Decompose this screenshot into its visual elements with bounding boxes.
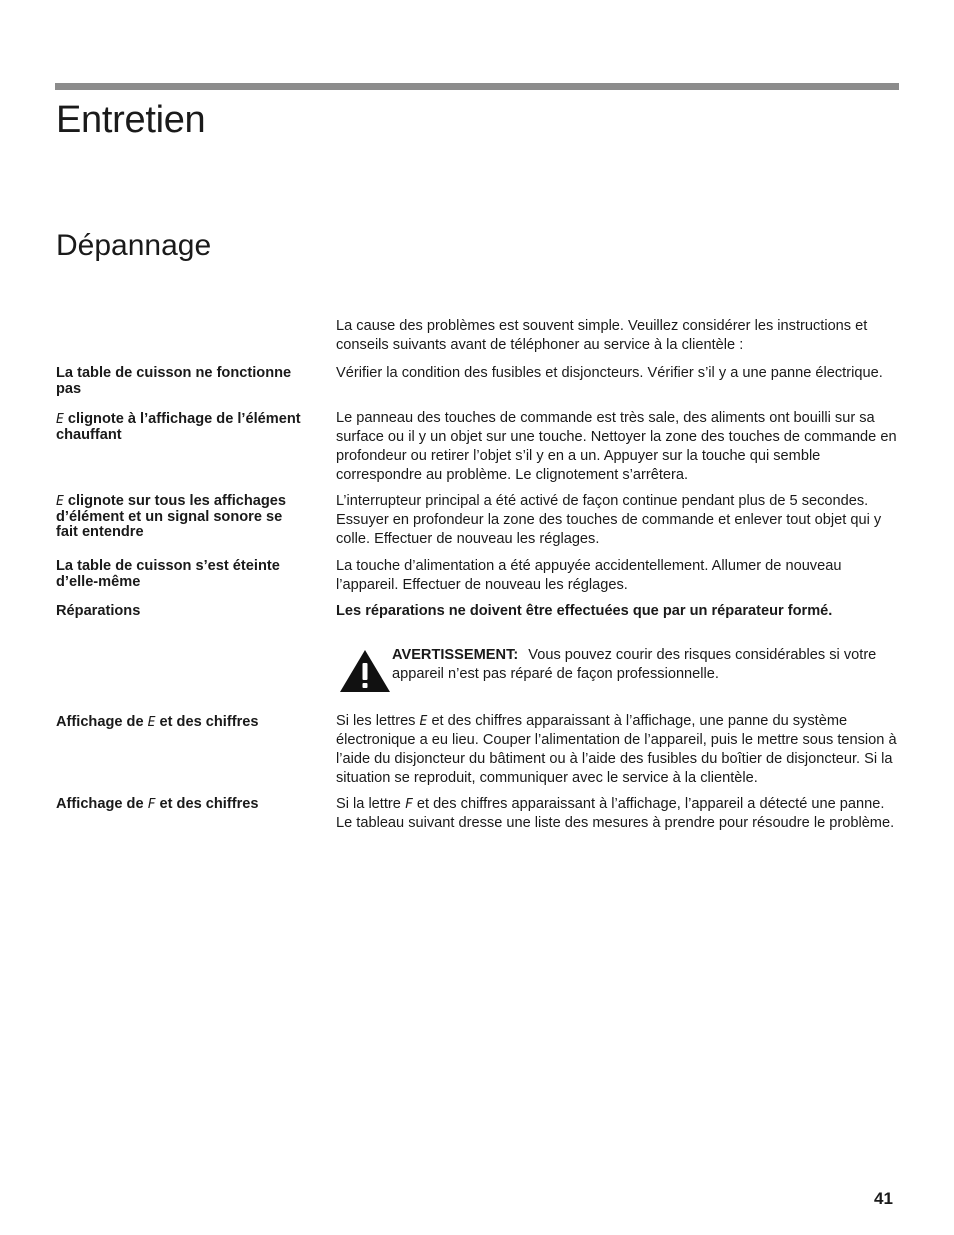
problem-label-text: et des chiffres bbox=[159, 796, 259, 812]
error-code-symbol: E bbox=[419, 714, 428, 729]
problem-label: Réparations bbox=[56, 603, 141, 619]
solution-text-part: et des chiffres apparaissant à l’affichage, l’appareil a détecté une panne. Le tableau suivant dresse une liste des mesures à prendre pour résoudre le problème. bbox=[336, 796, 895, 831]
page-number: 41 bbox=[874, 1189, 893, 1208]
error-code-symbol: E bbox=[56, 412, 64, 427]
problem-label-text: Affichage de bbox=[56, 714, 144, 730]
problem-label: La table de cuisson s’est éteinte d’elle-même bbox=[56, 558, 280, 590]
warning-triangle-icon bbox=[338, 648, 392, 694]
problem-label-text: Affichage de bbox=[56, 796, 144, 812]
problem-label-text: clignote à l’affichage de l’élément chauffant bbox=[56, 411, 301, 443]
problem-label-text: et des chiffres bbox=[159, 714, 259, 730]
intro-text: La cause des problèmes est souvent simple. Veuillez considérer les instructions et conseils suivants avant de téléphoner au service à la clientèle : bbox=[336, 318, 868, 353]
solution-text bbox=[336, 712, 898, 788]
problem-label bbox=[56, 715, 306, 731]
solution-text: Vérifier la condition des fusibles et disjoncteurs. Vérifier s’il y a une panne électrique. bbox=[336, 365, 883, 381]
solution-text: L’interrupteur principal a été activé de façon continue pendant plus de 5 secondes. Essuyer en profondeur la zone des touches de commande et enlever tout objet qui y colle. Effectuer de nouveau les réglages. bbox=[336, 493, 882, 547]
section-title: Dépannage bbox=[56, 229, 212, 262]
problem-label bbox=[56, 797, 306, 813]
solution-text: Le panneau des touches de commande est très sale, des aliments ont bouilli sur sa surface ou il y un objet sur une touche. Nettoyer la zone des touches de commande en profondeur ou retirer l’objet s’il y en a un. Appuyer sur la touche qui semble correspondre au problème. Le clignotement s’arrêtera. bbox=[336, 410, 897, 483]
error-code-symbol: E bbox=[56, 494, 64, 509]
warning-box bbox=[336, 646, 898, 696]
error-code-symbol: F bbox=[147, 797, 156, 812]
solution-text: Les réparations ne doivent être effectuées que par un réparateur formé. bbox=[336, 603, 833, 619]
solution-text-part: Si la lettre bbox=[336, 796, 401, 812]
warning-text bbox=[392, 646, 898, 684]
solution-text-part: Si les lettres bbox=[336, 713, 416, 729]
problem-label: La table de cuisson ne fonctionne pas bbox=[56, 365, 292, 397]
problem-label bbox=[56, 494, 306, 541]
solution-text bbox=[336, 795, 898, 833]
warning-label: AVERTISSEMENT: bbox=[392, 647, 519, 663]
solution-text: La touche d’alimentation a été appuyée accidentellement. Allumer de nouveau l’appareil. Effectuer de nouveau les réglages. bbox=[336, 558, 842, 593]
solution-text-part: et des chiffres apparaissant à l’affichage, une panne du système électronique a eu lieu. Couper l’alimentation de l’appareil, puis le mettre sous tension à l’aide du disjoncteur du bâtiment ou à l’aide des fusibles du boîtier de disjoncteur. Si la situation se reproduit, communiquer avec le service à la clientèle. bbox=[336, 713, 897, 786]
warning-body: Vous pouvez courir des risques considérables si votre appareil n’est pas réparé de façon professionnelle. bbox=[392, 647, 877, 682]
problem-label bbox=[56, 412, 306, 443]
error-code-symbol: F bbox=[404, 797, 413, 812]
page-title: Entretien bbox=[56, 99, 206, 141]
problem-label-text: clignote sur tous les affichages d’élément et un signal sonore se fait entendre bbox=[56, 493, 287, 540]
error-code-symbol: E bbox=[147, 715, 156, 730]
header-rule bbox=[55, 83, 899, 90]
